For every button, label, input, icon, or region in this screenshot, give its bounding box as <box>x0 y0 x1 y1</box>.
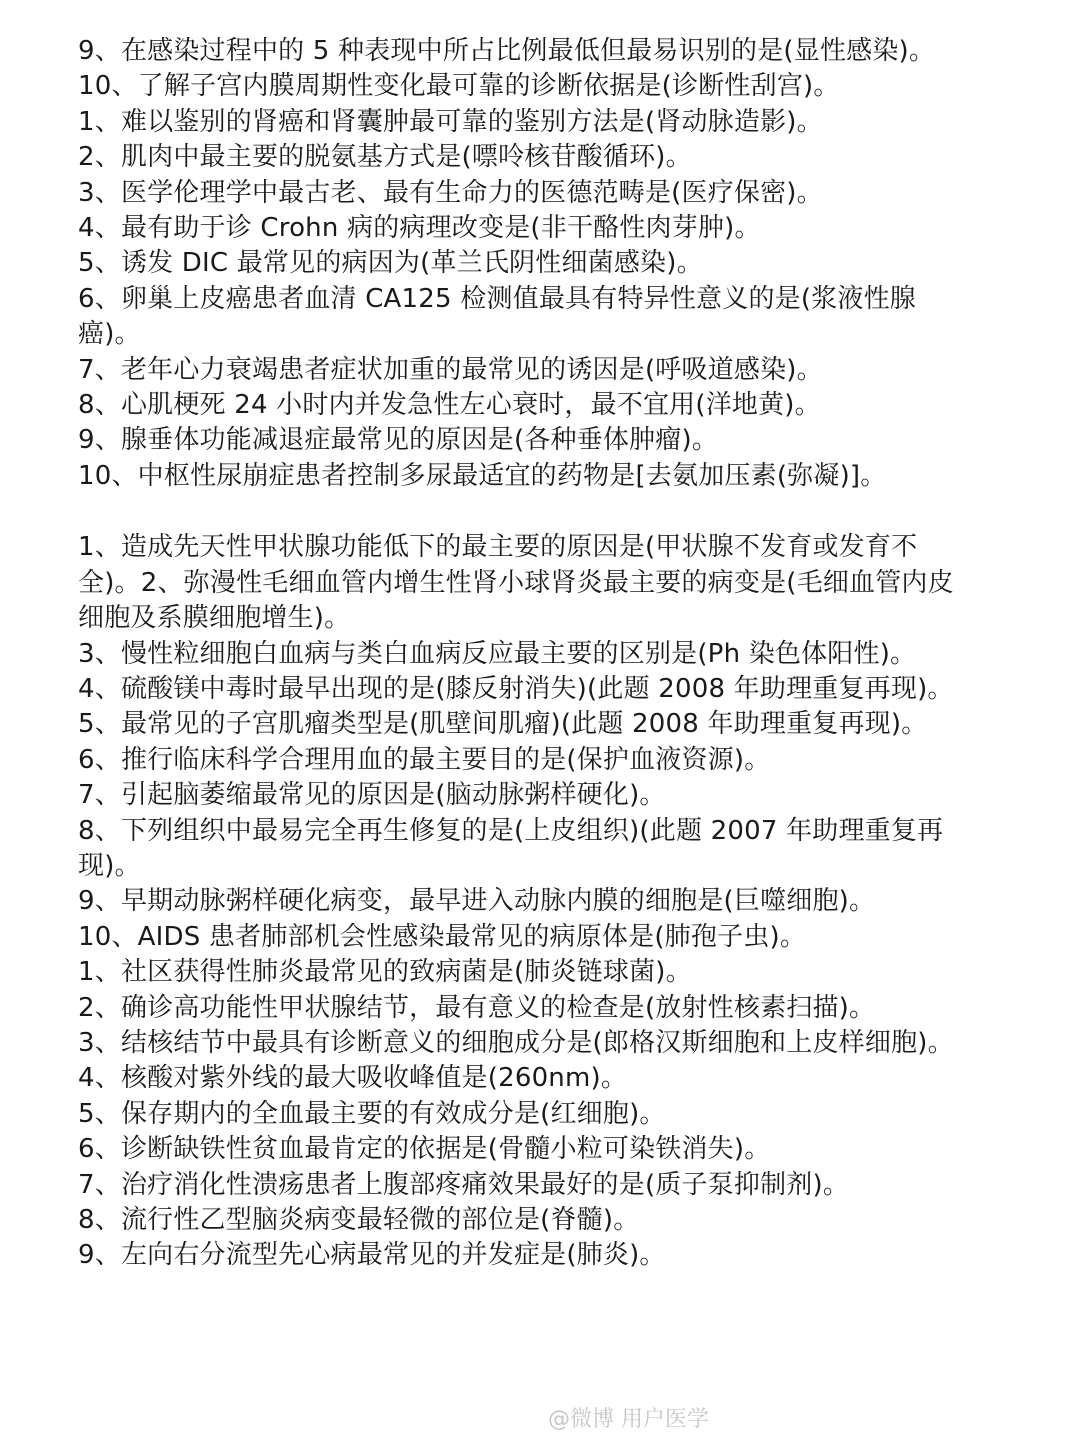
question-item: 9、在感染过程中的 5 种表现中所占比例最低但最易识别的是(显性感染)。 <box>78 36 936 66</box>
question-item: 7、引起脑萎缩最常见的原因是(脑动脉粥样硬化)。 <box>78 780 666 811</box>
question-item: 9、左向右分流型先心病最常见的并发症是(肺炎)。 <box>78 1240 666 1271</box>
question-item: 10、了解子宫内膜周期性变化最可靠的诊断依据是(诊断性刮宫)。 <box>78 71 840 102</box>
question-item: 1、难以鉴别的肾癌和肾囊肿最可靠的鉴别方法是(肾动脉造影)。 <box>78 106 823 137</box>
question-item: 4、核酸对紫外线的最大吸收峰值是(260nm)。 <box>78 1063 628 1094</box>
question-item: 3、结核结节中最具有诊断意义的细胞成分是(郎格汉斯细胞和上皮样细胞)。 <box>78 1027 954 1058</box>
question-item: 3、医学伦理学中最古老、最有生命力的医德范畴是(医疗保密)。 <box>78 177 823 208</box>
question-item: 2、确诊高功能性甲状腺结节，最有意义的检查是(放射性核素扫描)。 <box>78 992 876 1023</box>
question-item: 8、流行性乙型脑炎病变最轻微的部位是(脊髓)。 <box>78 1205 640 1235</box>
question-item: 1、造成先天性甲状腺功能低下的最主要的原因是(甲状腺不发育或发育不全)。2、弥漫性毛细血管内增生性肾小球肾炎最主要的病变是(毛细血管内皮细胞及系膜细胞增生)。 <box>78 532 954 634</box>
question-item: 9、早期动脉粥样硬化病变，最早进入动脉内膜的细胞是(巨噬细胞)。 <box>78 886 876 917</box>
question-list-section-2 <box>78 530 960 1274</box>
section-gap <box>78 494 960 530</box>
question-list-section-1 <box>78 34 960 494</box>
question-item: 8、下列组织中最易完全再生修复的是(上皮组织)(此题 2007 年助理重复再现)。 <box>78 815 944 881</box>
question-item: 3、慢性粒细胞白血病与类白血病反应最主要的区别是(Ph 染色体阳性)。 <box>78 638 917 669</box>
question-item: 5、保存期内的全血最主要的有效成分是(红细胞)。 <box>78 1098 666 1129</box>
question-item: 7、老年心力衰竭患者症状加重的最常见的诱因是(呼吸道感染)。 <box>78 354 823 385</box>
question-item: 2、肌肉中最主要的脱氨基方式是(嘌呤核苷酸循环)。 <box>78 142 692 173</box>
question-item: 1、社区获得性肺炎最常见的致病菌是(肺炎链球菌)。 <box>78 957 692 988</box>
question-item: 9、腺垂体功能减退症最常见的原因是(各种垂体肿瘤)。 <box>78 425 719 456</box>
question-item: 5、最常见的子宫肌瘤类型是(肌壁间肌瘤)(此题 2008 年助理重复再现)。 <box>78 709 928 740</box>
question-item: 10、中枢性尿崩症患者控制多尿最适宜的药物是[去氨加压素(弥凝)]。 <box>78 460 887 491</box>
question-item: 4、最有助于诊 Crohn 病的病理改变是(非干酪性肉芽肿)。 <box>78 213 761 244</box>
question-item: 5、诱发 DIC 最常见的病因为(革兰氏阴性细菌感染)。 <box>78 248 703 279</box>
watermark-text: @微博 用户医学 <box>548 1407 709 1432</box>
question-item: 7、治疗消化性溃疡患者上腹部疼痛效果最好的是(质子泵抑制剂)。 <box>78 1169 850 1200</box>
question-item: 4、硫酸镁中毒时最早出现的是(膝反射消失)(此题 2008 年助理重复再现)。 <box>78 673 954 704</box>
question-item: 8、心肌梗死 24 小时内并发急性左心衰时，最不宜用(洋地黄)。 <box>78 390 821 421</box>
question-item: 6、卵巢上皮癌患者血清 CA125 检测值最具有特异性意义的是(浆液性腺癌)。 <box>78 283 916 350</box>
question-item: 6、诊断缺铁性贫血最肯定的依据是(骨髓小粒可染铁消失)。 <box>78 1134 771 1165</box>
question-item: 10、AIDS 患者肺部机会性感染最常见的病原体是(肺孢子虫)。 <box>78 921 807 952</box>
question-item: 6、推行临床科学合理用血的最主要目的是(保护血液资源)。 <box>78 744 771 775</box>
